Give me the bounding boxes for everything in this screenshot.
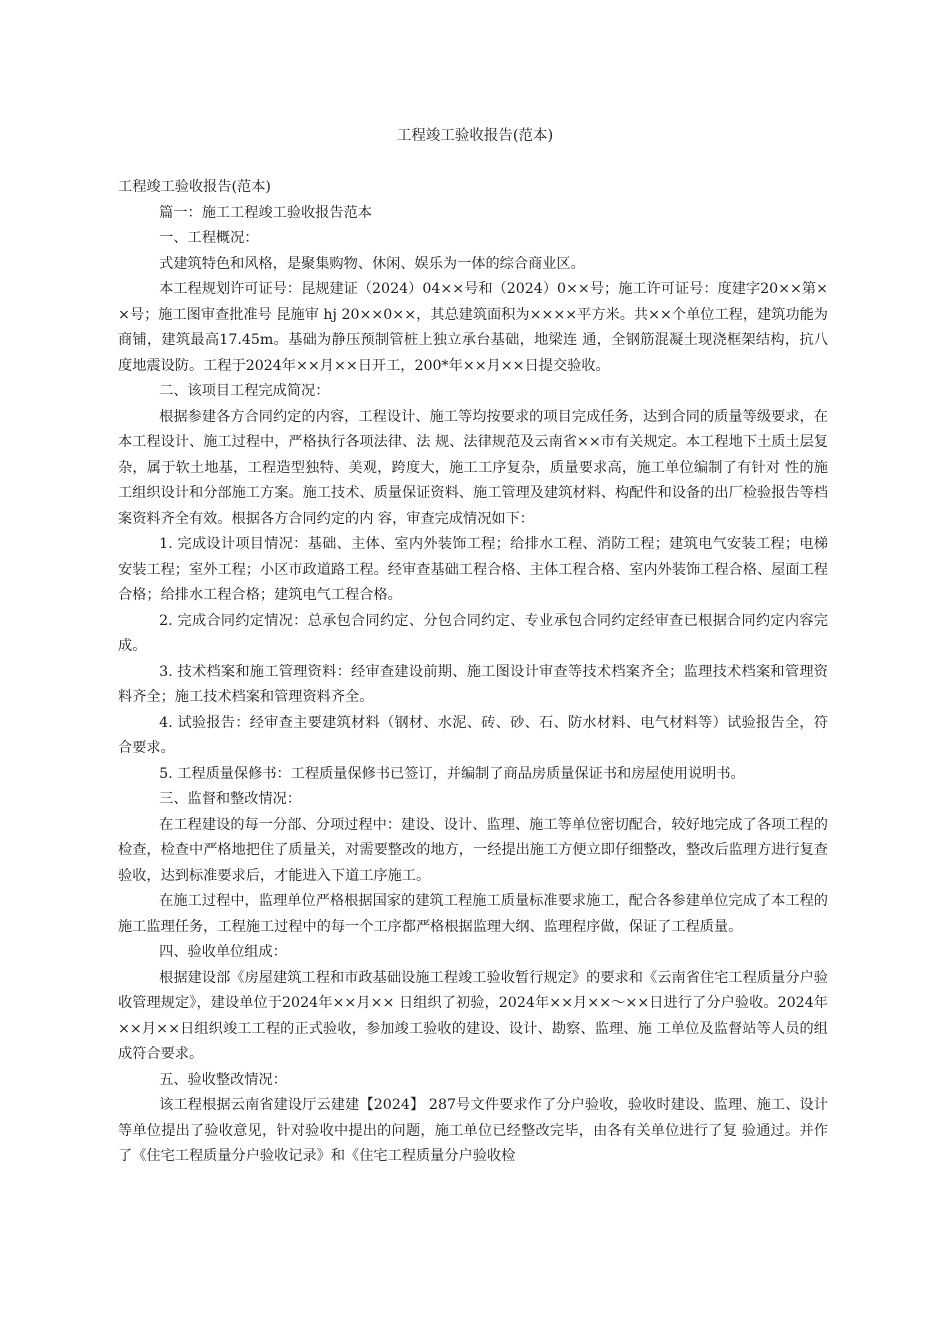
document-paragraph: 三、监督和整改情况：: [159, 791, 302, 807]
document-paragraph: 1. 完成设计项目情况：基础、主体、室内外装饰工程；给排水工程、消防工程；建筑电气安装工程；电梯安装工程；室外工程；小区市政道路工程。经审查基础工程合格、主体工程合格、室内外装饰工程合格、屋面工程合格；给排水工程合格；建筑电气工程合格。: [118, 536, 828, 603]
document-paragraph: 3. 技术档案和施工管理资料：经审查建设前期、施工图设计审查等技术档案齐全；监理技术档案和管理资料齐全；施工技术档案和管理资料齐全。: [118, 663, 828, 705]
document-paragraph: 二、该项目工程完成简况：: [159, 383, 330, 399]
document-paragraph: 在施工过程中，监理单位严格根据国家的建筑工程施工质量标准要求施工，配合各参建单位完成了本工程的施工监理任务，工程施工过程中的每一个工序都严格根据监理大纲、监理程序做，保证了工程质量。: [118, 893, 828, 935]
document-paragraph: 根据参建各方合同约定的内容，工程设计、施工等均按要求的项目完成任务，达到合同的质量等级要求，在本工程设计、施工过程中，严格执行各项法律、法 规、法律规范及云南省××市有关规定。本工程地下土质土层复杂，属于软土地基，工程造型独特、美观，跨度大，施工工序复杂，质量要求高，施工单位编制了有针对 性的施工组织设计和分部施工方案。施工技术、质量保证资料、施工管理及建筑材料、构配件和设备的出厂检验报告等档案资料齐全有效。根据各方合同约定的内 容，审查完成情况如下：: [118, 408, 828, 527]
document-paragraph: 工程竣工验收报告(范本): [118, 179, 271, 195]
document-paragraph: 式建筑特色和风格，是聚集购物、休闲、娱乐为一体的综合商业区。: [159, 255, 585, 272]
document-paragraph: 本工程规划许可证号：昆规建证（2024）04××号和（2024）0××号；施工许可证号：度建字20××第××号；施工图审查批准号 昆施审 hj 20××0××，其总建筑面积为××××平方米。共××个单位工程，建筑功能为商铺，建筑最高17.45m。基础为静压预制管桩上独立承台基础，地梁连 通，全钢筋混凝土现浇框架结构，抗八度地震设防。工程于2024年××月××日开工，200*年××月××日提交验收。: [118, 281, 828, 374]
document-paragraph: 在工程建设的每一分部、分项过程中：建设、设计、监理、施工等单位密切配合，较好地完成了各项工程的检查，检查中严格地把住了质量关，对需要整改的地方，一经提出施工方便立即仔细整改，整改后监理方进行复查验收，达到标准要求后，才能进入下道工序施工。: [118, 816, 828, 884]
document-paragraph: 篇一：施工工程竣工验收报告范本: [159, 204, 372, 221]
document-title: 工程竣工验收报告(范本): [396, 128, 554, 144]
document-paragraph: 2. 完成合同约定情况：总承包合同约定、分包合同约定、专业承包合同约定经审查已根据合同约定内容完成。: [118, 612, 828, 654]
document-paragraph: 四、验收单位组成：: [159, 944, 287, 960]
document-paragraph: 五、验收整改情况：: [159, 1071, 287, 1088]
document-body: [118, 175, 828, 1170]
document-paragraph: 一、工程概况：: [159, 230, 259, 246]
document-paragraph: 4. 试验报告：经审查主要建筑材料（钢材、水泥、砖、砂、石、防水材料、电气材料等）试验报告全，符合要求。: [118, 714, 828, 756]
document-paragraph: 该工程根据云南省建设厅云建建【2024】 287号文件要求作了分户验收，验收时建设、监理、施工、设计等单位提出了验收意见，针对验收中提出的问题，施工单位已经整改完毕，由各有关单位进行了复 验通过。并作了《住宅工程质量分户验收记录》和《住宅工程质量分户验收检: [118, 1097, 828, 1164]
document-paragraph: 5. 工程质量保修书：工程质量保修书已签订，并编制了商品房质量保证书和房屋使用说明书。: [159, 765, 745, 782]
document-paragraph: 根据建设部《房屋建筑工程和市政基础设施工程竣工验收暂行规定》的要求和《云南省住宅工程质量分户验收管理规定》，建设单位于2024年××月×× 日组织了初验，2024年××月××～××日进行了分户验收。2024年××月××日组织竣工工程的正式验收，参加竣工验收的建设、设计、勘察、监理、施 工单位及监督站等人员的组成符合要求。: [118, 969, 828, 1062]
